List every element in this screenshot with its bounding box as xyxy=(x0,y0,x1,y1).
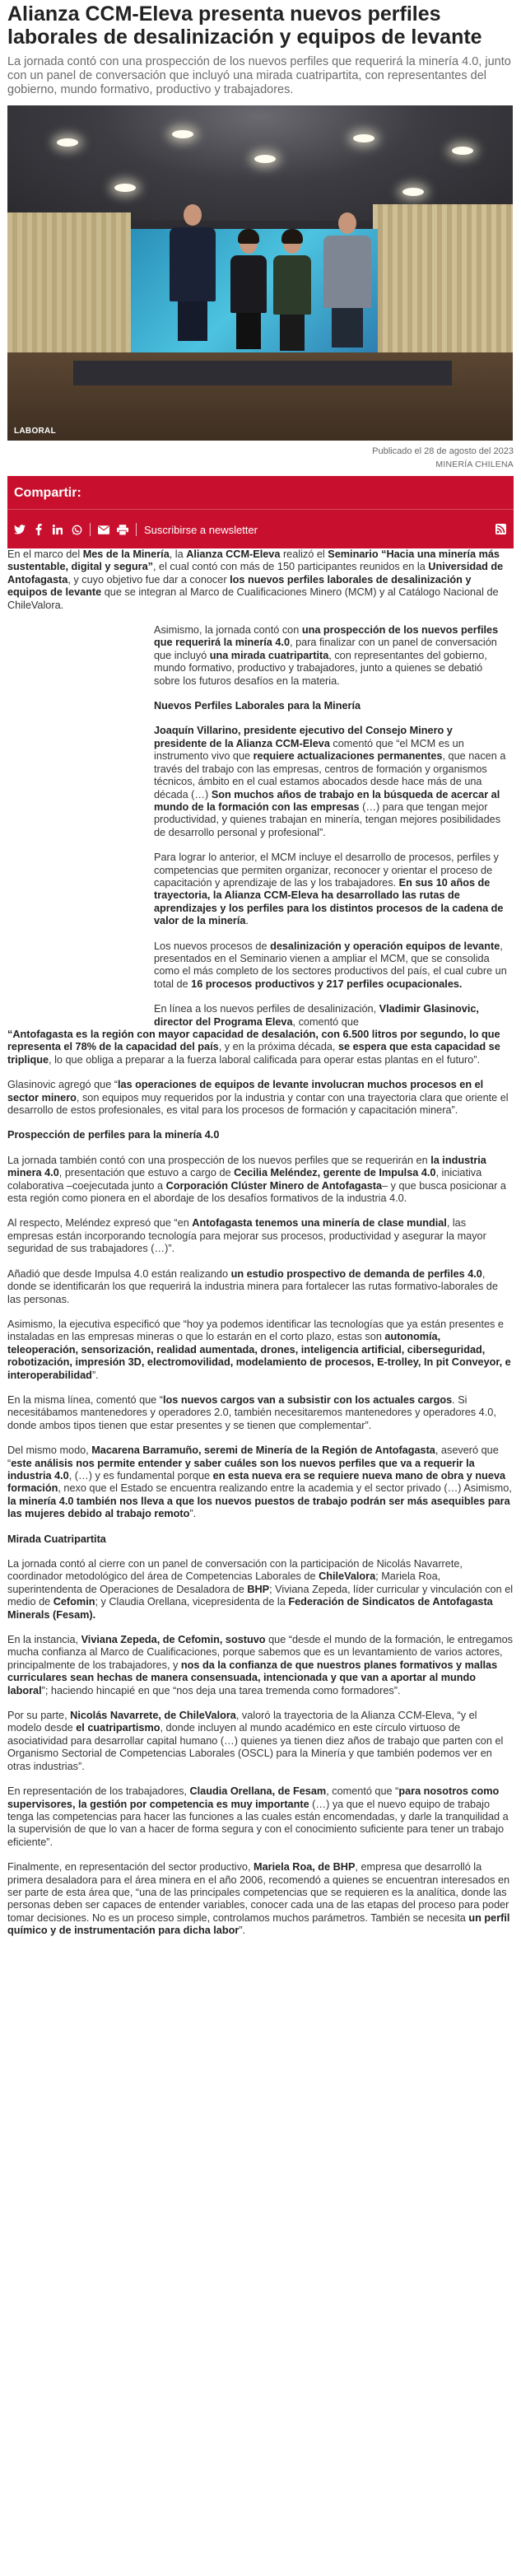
section-heading: Mirada Cuatripartita xyxy=(7,1533,106,1545)
article-title: Alianza CCM-Eleva presenta nuevos perfiles laborales de desalinización y equipos de levante xyxy=(7,2,482,49)
paragraph: Para lograr lo anterior, el MCM incluye el desarrollo de procesos, perfiles y competencias que permiten organizar, reconocer y orientar el proceso de capacitación y aprendizaje de las y los trabajadores. En sus 10 años de trayectoria, la Alianza CCM-Eleva ha desarrollado las rutas de aprendizajes y los perfiles para los distintos procesos de la cadena de valor de la minería. xyxy=(154,852,504,927)
email-icon[interactable] xyxy=(98,524,109,535)
paragraph: “Antofagasta es la región con mayor capacidad de desalación, con 6.500 litros por segundo, lo que representa el 78% de la capacidad del país, y en la próxima década, se espera que esta capacidad se triplique, lo que obliga a preparar a la fuerza laboral calificada para operar estas plantas en el futuro”. xyxy=(7,1029,500,1066)
paragraph: Glasinovic agregó que “las operaciones de equipos de levante involucran muchos procesos en el sector minero, son equipos muy requeridos por la industria y contar con una trayectoria clara que oriente el desarrollo de estos profesionales, es vital para los procesos de formación y capacitación minera”. xyxy=(7,1079,509,1117)
paragraph: En representación de los trabajadores, Claudia Orellana, de Fesam, comentó que “para nosotros como supervisores, la gestión por competencia es muy importante (…) ya que el nuevo equipo de trabajo tenga las competencias para hacer las funciones a las cuales están encomendadas, y darle la tranquilidad a la supervisión de que lo van a hacer de forma segura y con el conocimiento suficiente para tener un trabajo eficiente”. xyxy=(7,1785,509,1848)
ceiling-light xyxy=(254,155,276,163)
ceiling-light xyxy=(172,130,193,138)
facebook-icon[interactable] xyxy=(33,524,44,535)
person-4 xyxy=(322,212,373,348)
article-right-column xyxy=(154,624,508,1029)
share-separator xyxy=(90,523,91,536)
ceiling-light xyxy=(353,134,374,142)
section-heading: Prospección de perfiles para la minería 4.0 xyxy=(7,1129,220,1141)
paragraph: La jornada contó al cierre con un panel de conversación con la participación de Nicolás Navarrete, coordinador metodológico del área de Competencias Laborales de ChileValora; Mariela Roa, superintendenta de Operaciones de Desaladora de BHP; Viviana Zepeda, líder curricular y vinculación con el medio de Cefomin; y Claudia Orellana, vicepresidenta de la Federación de Sindicatos de Antofagasta Minerals (Fesam). xyxy=(7,1558,514,1621)
twitter-icon[interactable] xyxy=(14,524,26,535)
paragraph: La jornada también contó con una prospección de los nuevos perfiles que se requerirán en la industria minera 4.0, presentación que estuvo a cargo de Cecilia Meléndez, gerente de Impulsa 4.0, iniciativa colaborativa –coejecutada junto a Corporación Clúster Minero de Antofagasta– y que busca posicionar a esta región como pionera en el abordaje de los desafíos formativos de la industria 4.0. xyxy=(7,1154,506,1205)
photo-caption: LABORAL xyxy=(14,427,56,436)
paragraph: En línea a los nuevos perfiles de desalinización, Vladimir Glasinovic, director del Programa Eleva, comentó que xyxy=(154,1003,479,1028)
paragraph: Asimismo, la jornada contó con una prospección de los nuevos perfiles que requerirá la minería 4.0, para finalizar con un panel de conversación que incluyó una mirada cuatripartita, con representantes del gobierno, mundo formativo, productivo y trabajadores, junto a quienes se debatió sobre los futuros desafíos en la materia. xyxy=(154,624,499,687)
paragraph: En la instancia, Viviana Zepeda, de Cefomin, sostuvo que “desde el mundo de la formación, le entregamos mucha confianza al Marco de Cualificaciones, porque sabemos que es un levantamiento de varios actores, principalmente de los trabajadores, y nos da la confianza de que nuestros planes formativos y mallas curriculares sean hechas de manera consensuada, intencionada y que van a aportar al mundo laboral”; haciendo hincapié en que “nos deja una tarea tremenda como formadores”. xyxy=(7,1634,514,1696)
article-body xyxy=(7,548,514,1938)
paragraph: En la misma línea, comentó que “los nuevos cargos van a subsistir con los actuales cargos. Si necesitábamos mantenedores y operadores 2.0, también necesitaremos mantenedores y operadores 4.0, donde ambos tipos tienen que estar presentes y se tienen que complementar”. xyxy=(7,1393,496,1431)
paragraph: Al respecto, Meléndez expresó que “en Antofagasta tenemos una minería de clase mundial, las empresas están incorporando tecnología para mejorar sus procesos, productividad y asegurar la mayor seguridad de sus trabajadores (…)”. xyxy=(7,1217,486,1255)
paragraph: Añadió que desde Impulsa 4.0 están realizando un estudio prospectivo de demanda de perfiles 4.0, donde se identificarán los que requerirá la industria minera para fortalecer las rutas formativo-laborales de las personas. xyxy=(7,1267,498,1305)
rss-icon[interactable] xyxy=(495,524,506,534)
photo-ceiling xyxy=(7,105,513,221)
ceiling-light xyxy=(114,184,136,192)
share-separator xyxy=(136,523,137,536)
photo-stage xyxy=(73,361,452,385)
paragraph: Los nuevos procesos de desalinización y operación equipos de levante, presentados en el Seminario vienen a ampliar el MCM, que se consolida como el más completo de los sectores productivos del país, el cual cubre un total de 16 procesos productivos y 217 perfiles ocupacionales. xyxy=(154,940,507,990)
section-heading: Nuevos Perfiles Laborales para la Minería xyxy=(154,700,361,712)
photo-curtain-right xyxy=(373,204,513,361)
ceiling-light xyxy=(57,138,78,147)
share-bar xyxy=(7,476,514,548)
article-source[interactable]: MINERÍA CHILENA xyxy=(435,460,514,469)
person-3 xyxy=(271,229,314,351)
paragraph: Asimismo, la ejecutiva especificó que “hoy ya podemos identificar las tecnologías que ya están presentes e instaladas en las empresas mineras o que lo estarán en el corto plazo, estas son autonomía, teleoperación, sensorización, realidad aumentada, drones, inteligencia artificial, ciberseguridad, robotización, impresión 3D, electromovilidad, modelamiento de procesos, E-trolley, In pit Conveyor, e interoperabilidad”. xyxy=(7,1318,511,1381)
article-photo[interactable] xyxy=(7,105,513,441)
paragraph: Del mismo modo, Macarena Barramuño, seremi de Minería de la Región de Antofagasta, aseveró que “este análisis nos permite entender y saber cuáles son los nuevos perfiles que va a requerir la industria 4.0, (…) y es fundamental porque en esta nueva era se requiere nueva mano de obra y nueva formación, nexo que el Estado se encuentra realizando entre la academia y el sector privado (…) Asimismo, la minería 4.0 también nos lleva a que los nuevos puestos de trabajo podrán ser más asequibles para las mujeres debido al trabajo remoto”. xyxy=(7,1444,512,1520)
paragraph: Por su parte, Nicolás Navarrete, de ChileValora, valoró la trayectoria de la Alianza CCM-Eleva, “y el modelo desde el cuatripartismo, donde incluyen al mundo académico en este círculo virtuoso de asociatividad para desarrollar capital humano (…) quienes ya tienen diez años de trabajo que parten con el Organismo Sectorial de Competencias Laborales (OSCL) para la Minería y que también podemos ver en otras industrias”. xyxy=(7,1710,504,1772)
ceiling-light xyxy=(452,147,473,155)
share-title: Compartir: xyxy=(14,486,81,500)
article-full-width xyxy=(7,1029,514,1938)
paragraph: Finalmente, en representación del sector productivo, Mariela Roa, de BHP, empresa que desarrolló la primera desaladora para el área minera en el año 2006, recomendó a quienes se encuentran interesados en ser parte de esta área que, “una de las principales competencias que se requieren es la analítica, donde las personas deben ser capaces de entender variables, conocer cada una de las etapas del proceso para poder tomar decisiones. No es un proceso simple, controlamos muchos parámetros. También se necesita un perfil químico y de instrumentación para dicha labor”. xyxy=(7,1861,510,1937)
person-2 xyxy=(228,229,269,349)
photo-curtain-left xyxy=(7,212,131,361)
share-divider xyxy=(7,509,514,510)
article-subtitle: La jornada contó con una prospección de los nuevos perfiles que requerirá la minería 4.0, junto con un panel de conversación que incluyó una mirada cuatripartita, con representantes del gobierno, mundo formativo, productivo y trabajadores. xyxy=(7,55,511,96)
linkedin-icon[interactable] xyxy=(52,524,63,535)
person-1 xyxy=(168,204,217,341)
publish-date: Publicado el 28 de agosto del 2023 xyxy=(372,446,514,456)
share-icons-row xyxy=(14,523,258,536)
subscribe-newsletter-link[interactable]: Suscribirse a newsletter xyxy=(144,523,258,536)
ceiling-light xyxy=(402,188,424,196)
paragraph: Joaquín Villarino, presidente ejecutivo del Consejo Minero y presidente de la Alianza CCM-Eleva comentó que “el MCM es un instrumento vivo que requiere actualizaciones permanentes, que nacen a través del trabajo con las empresas, centros de formación y organismos técnicos, ámbito en el cual estamos abocados desde hace más de una década (…) Son muchos años de trabajo en la búsqueda de acercar al mundo de la formación con las empresas (…) para que tengan mejor productividad, y quienes trabajan en minería, tengan mejores posibilidades de desarrollo personal y profesional”. xyxy=(154,725,506,838)
whatsapp-icon[interactable] xyxy=(71,524,82,535)
paragraph: En el marco del Mes de la Minería, la Alianza CCM-Eleva realizó el Seminario “Hacia una minería más sustentable, digital y segura”, el cual contó con más de 150 participantes reunidos en la Universidad de Antofagasta, y cuyo objetivo fue dar a conocer los nuevos perfiles laborales de desalinización y equipos de levante que se integran al Marco de Cualificaciones Minero (MCM) y al Catálogo Nacional de ChileValora. xyxy=(7,548,504,611)
print-icon[interactable] xyxy=(117,524,128,535)
